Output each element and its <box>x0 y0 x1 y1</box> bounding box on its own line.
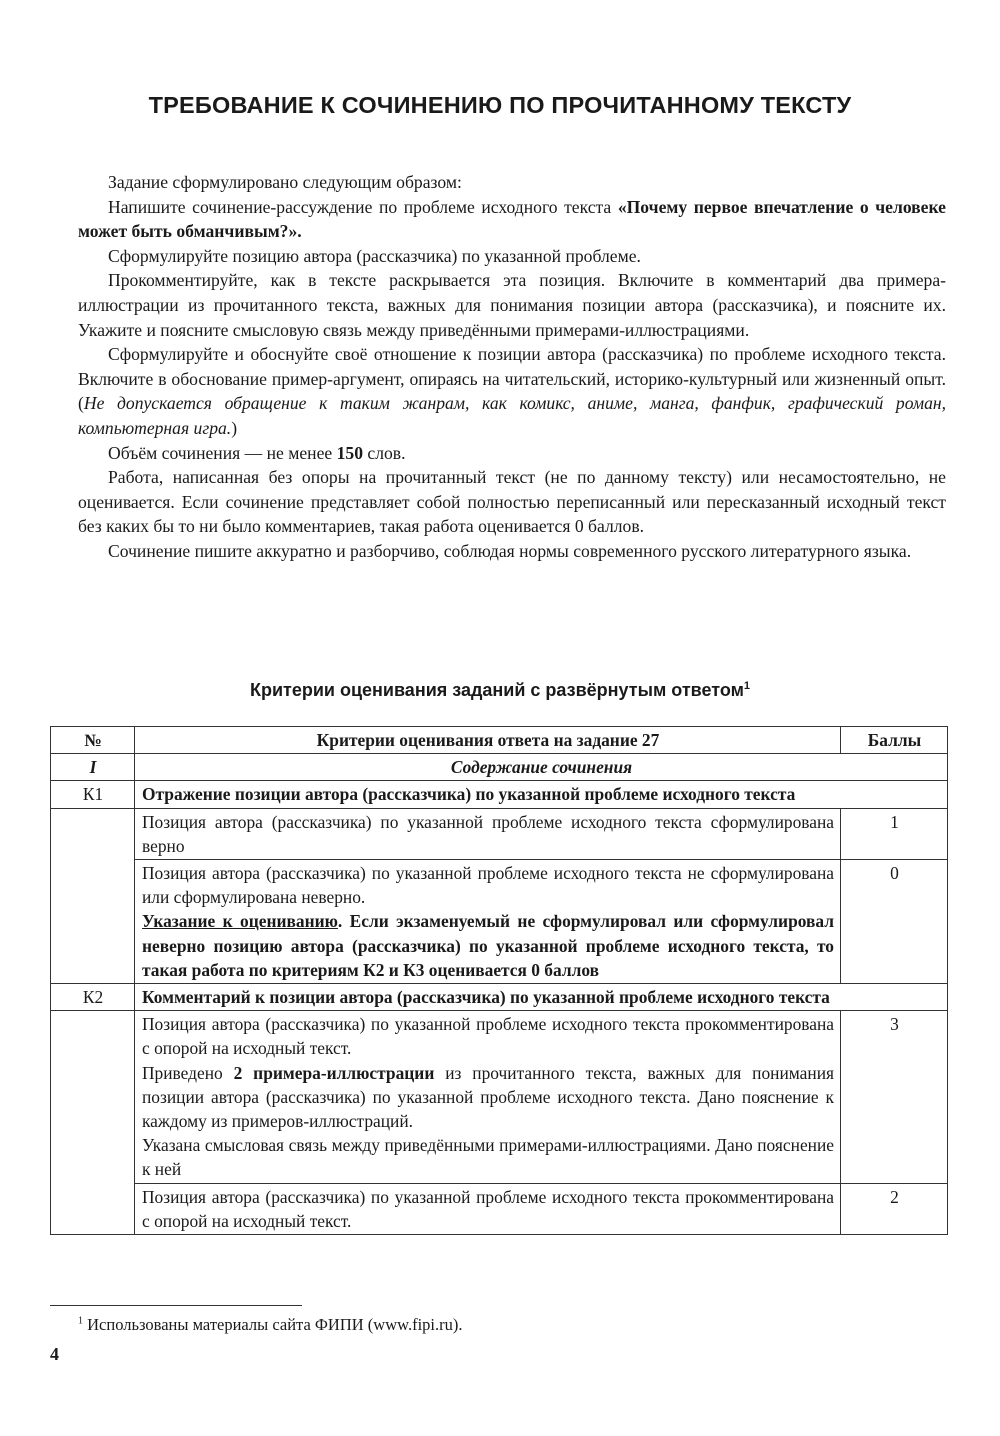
criterion-row <box>51 984 948 1011</box>
table-row <box>51 1183 948 1234</box>
score: 1 <box>841 808 948 859</box>
footnote-mark: 1 <box>78 1315 83 1327</box>
text: Напишите сочинение-рассуждение по проблеме исходного текста <box>108 196 618 217</box>
criterion-row <box>51 781 948 808</box>
header-number: № <box>51 727 135 754</box>
score: 0 <box>841 860 948 984</box>
criterion-label: Комментарий к позиции автора (рассказчика) по указанной проблеме исходного текста <box>135 984 948 1011</box>
text: ) <box>231 417 238 438</box>
grading-note-text: . Если экзаменуемый не сформулировал или сформулировал неверно позицию автора (рассказчика) по указанной проблеме исходного текста, то такая работа по критериям К2 и К3 оценивается 0 баллов <box>142 911 834 980</box>
empty-cell <box>51 1011 135 1235</box>
table-row <box>51 808 948 859</box>
criterion-description <box>135 1011 841 1183</box>
footnote-ref: 1 <box>743 680 751 692</box>
table-row <box>51 860 948 984</box>
text: Приведено <box>142 1062 234 1083</box>
paragraph <box>78 342 946 440</box>
text: из прочитанного текста, важных для понимания позиции автора (рассказчика) по указанной проблеме исходного текста. Дано пояснение к каждому из примеров-иллюстраций. <box>142 1062 834 1132</box>
paragraph: Сочинение пишите аккуратно и разборчиво, соблюдая нормы современного русского литературного языка. <box>108 540 912 561</box>
genre-note: Не допускается обращение к таким жанрам, как комикс, аниме, манга, фанфик, графический роман, компьютерная игра. <box>78 393 946 438</box>
header-criteria: Критерии оценивания ответа на задание 27 <box>135 727 841 754</box>
text: слов. <box>363 442 406 463</box>
paragraph: Прокомментируйте, как в тексте раскрывается эта позиция. Включите в комментарий два примера-иллюстрации из прочитанного текста, важных для понимания позиции автора (рассказчика), и поясните их. Укажите и поясните смысловую связь между приведёнными примерами-иллюстрациями. <box>78 270 946 340</box>
criteria-heading <box>0 680 1000 701</box>
footnote <box>78 1315 463 1335</box>
section-number: I <box>51 754 135 781</box>
text: Сформулируйте и обоснуйте своё отношение к позиции автора (рассказчика) по проблеме исходного текста. Включите в обоснование пример-аргумент, опираясь на читательский, историко-культурный или жизненный опыт. ( <box>78 344 946 414</box>
problem-question: «Почему первое впечатление о человеке может быть обманчивым?». <box>78 196 946 242</box>
grading-note-label: Указание к оцениванию <box>142 911 338 932</box>
paragraph: Работа, написанная без опоры на прочитанный текст (не по данному тексту) или несамостоятельно, не оценивается. Если сочинение представляет собой полностью переписанный или пересказанный исходный текст без каких бы то ни было комментариев, такая работа оценивается 0 баллов. <box>78 467 946 537</box>
emphasis: 2 примера-иллюстрации <box>233 1062 435 1083</box>
section-row <box>51 754 948 781</box>
text: Объём сочинения — не менее <box>108 442 337 463</box>
criterion-description: Позиция автора (рассказчика) по указанной проблеме исходного текста прокомментирована с опорой на исходный текст. <box>135 1183 841 1234</box>
paragraph: Сформулируйте позицию автора (рассказчика) по указанной проблеме. <box>108 245 641 266</box>
page-title: ТРЕБОВАНИЕ К СОЧИНЕНИЮ ПО ПРОЧИТАННОМУ ТЕКСТУ <box>148 92 852 118</box>
heading-text: Критерии оценивания заданий с развёрнутым ответом <box>249 680 744 700</box>
table-header-row <box>51 727 948 754</box>
criterion-code: К2 <box>51 984 135 1011</box>
table-row <box>51 1011 948 1183</box>
criteria-table <box>50 726 948 1235</box>
criterion-description: Позиция автора (рассказчика) по указанной проблеме исходного текста сформулирована верно <box>135 808 841 859</box>
section-label: Содержание сочинения <box>135 754 948 781</box>
criterion-label: Отражение позиции автора (рассказчика) по указанной проблеме исходного текста <box>135 781 948 808</box>
text: Позиция автора (рассказчика) по указанной проблеме исходного текста не сформулирована или сформулирована неверно. <box>142 863 834 908</box>
paragraph <box>78 195 946 244</box>
paragraph: Задание сформулировано следующим образом: <box>108 172 462 192</box>
empty-cell <box>51 808 135 983</box>
score: 3 <box>841 1011 948 1183</box>
paragraph <box>78 441 946 466</box>
footnote-divider <box>50 1305 302 1306</box>
criterion-description <box>135 860 841 984</box>
header-score: Баллы <box>841 727 948 754</box>
score: 2 <box>841 1183 948 1234</box>
task-requirements <box>78 170 946 564</box>
text: Указана смысловая связь между приведёнными примерами-иллюстрациями. Дано пояснение к ней <box>142 1135 834 1180</box>
footnote-text: Использованы материалы сайта ФИПИ (www.fipi.ru). <box>87 1315 463 1334</box>
page-number: 4 <box>50 1344 59 1364</box>
criterion-code: К1 <box>51 781 135 808</box>
word-count: 150 <box>336 442 363 463</box>
text: Позиция автора (рассказчика) по указанной проблеме исходного текста прокомментирована с опорой на исходный текст. <box>142 1014 834 1059</box>
